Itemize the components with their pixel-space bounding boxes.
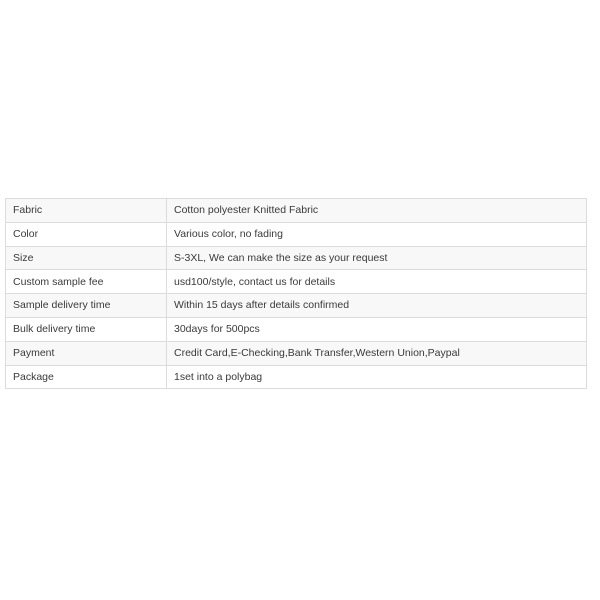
spec-value: Various color, no fading	[167, 222, 587, 246]
spec-label: Sample delivery time	[6, 294, 167, 318]
table-row	[6, 294, 587, 318]
spec-value: Credit Card,E-Checking,Bank Transfer,Western Union,Paypal	[167, 341, 587, 365]
spec-label: Color	[6, 222, 167, 246]
table-row	[6, 270, 587, 294]
spec-value: Cotton polyester Knitted Fabric	[167, 199, 587, 223]
spec-label: Fabric	[6, 199, 167, 223]
table-row	[6, 199, 587, 223]
table-row	[6, 317, 587, 341]
spec-value: S-3XL, We can make the size as your request	[167, 246, 587, 270]
spec-value: 30days for 500pcs	[167, 317, 587, 341]
product-spec-table	[5, 198, 587, 389]
table-row	[6, 341, 587, 365]
spec-label: Custom sample fee	[6, 270, 167, 294]
table-row	[6, 246, 587, 270]
spec-value: Within 15 days after details confirmed	[167, 294, 587, 318]
spec-table-body	[6, 199, 587, 389]
spec-label: Payment	[6, 341, 167, 365]
spec-value: usd100/style, contact us for details	[167, 270, 587, 294]
spec-label: Package	[6, 365, 167, 389]
table-row	[6, 222, 587, 246]
table-row	[6, 365, 587, 389]
spec-label: Bulk delivery time	[6, 317, 167, 341]
spec-label: Size	[6, 246, 167, 270]
spec-value: 1set into a polybag	[167, 365, 587, 389]
